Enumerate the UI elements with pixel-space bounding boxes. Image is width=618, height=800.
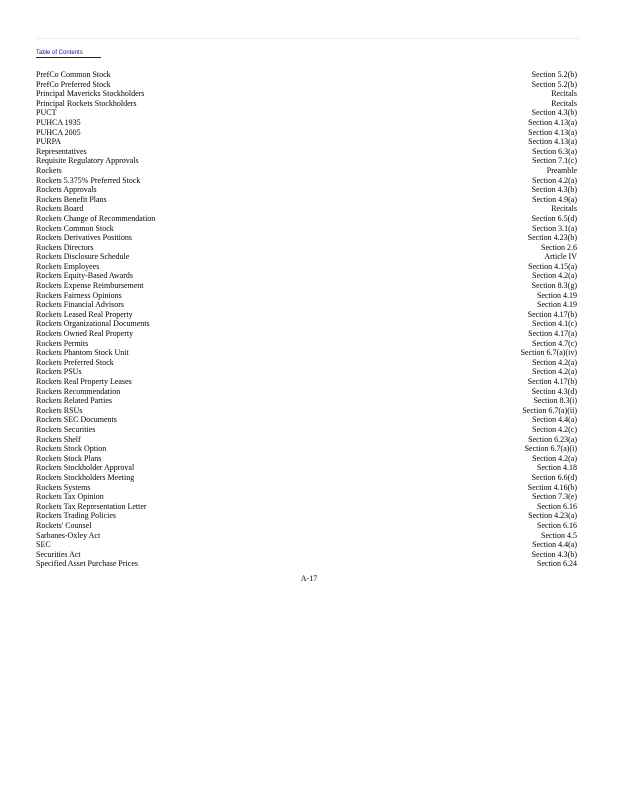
index-term: Requisite Regulatory Approvals: [36, 156, 139, 166]
index-term: Rockets Permits: [36, 338, 89, 348]
section-reference: Section 4.4(a): [532, 415, 577, 425]
index-term: Rockets Owned Real Property: [36, 329, 134, 339]
index-entry: [36, 233, 577, 243]
index-entry: [36, 367, 577, 377]
index-entry: [36, 70, 577, 80]
index-entry: [36, 377, 577, 387]
section-reference: Section 4.17(a): [528, 329, 577, 339]
index-entry: [36, 271, 577, 281]
section-reference: Section 4.13(a): [528, 137, 577, 147]
index-term: Specified Asset Purchase Prices: [36, 559, 138, 569]
index-entry: [36, 147, 577, 157]
section-reference: Section 4.3(b): [531, 108, 577, 118]
section-reference: Section 4.2(a): [532, 175, 577, 185]
section-reference: Preamble: [546, 165, 577, 175]
index-entry: [36, 550, 577, 560]
index-term: Rockets Change of Recommendation: [36, 213, 156, 223]
section-reference: Section 6.5(d): [531, 213, 577, 223]
index-entry: [36, 348, 577, 358]
index-term: Rockets Board: [36, 204, 84, 214]
index-term: Rockets Trading Policies: [36, 511, 117, 521]
index-term: Rockets Organizational Documents: [36, 319, 150, 329]
index-entry: [36, 185, 577, 195]
index-term: Rockets Shelf: [36, 434, 81, 444]
index-term: Rockets Stockholder Approval: [36, 463, 135, 473]
index-entry: [36, 118, 577, 128]
section-reference: Section 4.16(b): [527, 482, 577, 492]
index-entry: [36, 243, 577, 253]
index-term: PUCT: [36, 108, 57, 118]
index-entry: [36, 128, 577, 138]
index-term: Rockets Tax Representation Letter: [36, 501, 147, 511]
index-entry: [36, 262, 577, 272]
index-entry: [36, 492, 577, 502]
index-term: Rockets RSUs: [36, 405, 83, 415]
section-reference: Section 4.3(b): [531, 185, 577, 195]
section-reference: Section 4.9(a): [532, 194, 577, 204]
section-reference: Section 4.13(a): [528, 127, 577, 137]
index-entry: [36, 137, 577, 147]
index-term: Rockets Disclosure Schedule: [36, 252, 130, 262]
index-term: Rockets Phantom Stock Unit: [36, 348, 129, 358]
index-term: Rockets Benefit Plans: [36, 194, 107, 204]
section-reference: Section 4.2(a): [532, 367, 577, 377]
index-term: SEC: [36, 540, 51, 550]
index-term: Rockets Derivatives Positions: [36, 233, 132, 243]
section-reference: Section 7.3(e): [532, 492, 577, 502]
index-entry: [36, 224, 577, 234]
index-entry: [36, 415, 577, 425]
index-entry: [36, 559, 577, 569]
index-term: Rockets Directors: [36, 242, 94, 252]
index-term: Rockets Recommendation: [36, 386, 121, 396]
section-reference: Section 4.2(a): [532, 453, 577, 463]
index-term: Rockets PSUs: [36, 367, 82, 377]
index-entry: [36, 156, 577, 166]
index-term: Principal Mavericks Stockholders: [36, 89, 145, 99]
section-reference: Section 4.17(b): [527, 309, 577, 319]
section-reference: Section 4.3(b): [531, 549, 577, 559]
index-term: PrefCo Preferred Stock: [36, 79, 111, 89]
index-entry: [36, 521, 577, 531]
index-term: Rockets Employees: [36, 261, 100, 271]
index-entry: [36, 435, 577, 445]
index-term: Rockets Common Stock: [36, 223, 114, 233]
index-term: Rockets Preferred Stock: [36, 357, 114, 367]
top-divider: [36, 38, 580, 39]
index-term: Rockets Systems: [36, 482, 91, 492]
section-reference: Article IV: [544, 252, 577, 262]
index-entry: [36, 502, 577, 512]
index-entry: [36, 444, 577, 454]
index-term: Rockets SEC Documents: [36, 415, 117, 425]
index-entry: [36, 406, 577, 416]
section-reference: Section 4.2(c): [532, 424, 577, 434]
index-term: Rockets Equity-Based Awards: [36, 271, 134, 281]
index-entry: [36, 463, 577, 473]
section-reference: Section 6.7(a)(i): [524, 444, 577, 454]
index-entry: [36, 252, 577, 262]
index-entry: [36, 425, 577, 435]
section-reference: Section 6.24: [537, 559, 577, 569]
index-term: Representatives: [36, 146, 87, 156]
index-term: Rockets Stock Option: [36, 444, 107, 454]
index-term: Rockets Financial Advisors: [36, 300, 124, 310]
section-reference: Section 4.1(c): [532, 319, 577, 329]
section-reference: Section 4.2(a): [532, 357, 577, 367]
index-term: Rockets Tax Opinion: [36, 492, 104, 502]
section-reference: Section 4.19: [537, 300, 577, 310]
index-entry: [36, 483, 577, 493]
index-term: Rockets Expense Reimbursement: [36, 281, 144, 291]
section-reference: Section 7.1(c): [532, 156, 577, 166]
section-reference: Section 8.3(i): [533, 396, 577, 406]
index-term: Rockets Leased Real Property: [36, 309, 133, 319]
section-reference: Recitals: [551, 204, 577, 214]
index-entry: [36, 291, 577, 301]
index-entry: [36, 214, 577, 224]
section-reference: Section 4.4(a): [532, 540, 577, 550]
section-reference: Section 6.7(a)(ii): [522, 405, 577, 415]
index-entry: [36, 89, 577, 99]
section-reference: Section 5.2(b): [531, 79, 577, 89]
section-reference: Section 4.13(a): [528, 117, 577, 127]
section-reference: Section 6.7(a)(iv): [520, 348, 577, 358]
index-entry: [36, 329, 577, 339]
index-term: Rockets Real Property Leases: [36, 377, 132, 386]
index-term: Sarbanes-Oxley Act: [36, 530, 101, 540]
section-reference: Section 4.23(b): [527, 233, 577, 243]
section-reference: Section 6.16: [537, 520, 577, 530]
section-reference: Section 4.23(a): [528, 511, 577, 521]
index-term: PURPA: [36, 137, 62, 147]
section-reference: Section 4.2(a): [532, 271, 577, 281]
index-entry: [36, 204, 577, 214]
index-entry: [36, 108, 577, 118]
index-entry: [36, 511, 577, 521]
index-entry: [36, 540, 577, 550]
index-entry: [36, 339, 577, 349]
index-entry: [36, 358, 577, 368]
section-reference: Recitals: [551, 89, 577, 99]
index-entry: [36, 300, 577, 310]
index-term: Rockets Stock Plans: [36, 453, 102, 463]
index-entry: [36, 454, 577, 464]
index-term: Rockets Securities: [36, 424, 96, 434]
index-term: Rockets Related Parties: [36, 396, 112, 406]
index-term: Rockets 5.375% Preferred Stock: [36, 175, 141, 185]
index-entry: [36, 473, 577, 483]
index-entry: [36, 387, 577, 397]
index-term: Securities Act: [36, 549, 81, 559]
section-reference: Section 6.6(d): [531, 472, 577, 482]
index-term: PUHCA 2005: [36, 127, 81, 137]
page-number: A-17: [300, 574, 318, 583]
section-reference: Section 4.3(d): [531, 386, 577, 396]
index-term: Principal Rockets Stockholders: [36, 98, 137, 108]
index-term: Rockets' Counsel: [36, 520, 92, 530]
index-entry: [36, 176, 577, 186]
section-reference: Section 2.6: [541, 242, 577, 252]
index-entry: [36, 99, 577, 109]
index-term: Rockets Stockholders Meeting: [36, 472, 135, 482]
section-reference: Section 6.3(a): [532, 146, 577, 156]
index-entry: [36, 319, 577, 329]
index-term: Rockets: [36, 165, 62, 175]
section-reference: Section 4.7(c): [532, 338, 577, 348]
section-reference: Section 4.17(b): [527, 377, 577, 386]
defined-terms-index: [36, 70, 577, 569]
index-entry: [36, 281, 577, 291]
index-entry: [36, 166, 577, 176]
section-reference: Section 6.16: [537, 501, 577, 511]
index-term: Rockets Approvals: [36, 185, 97, 195]
index-term: PUHCA 1935: [36, 117, 81, 127]
index-entry: [36, 195, 577, 205]
section-reference: Section 4.19: [537, 290, 577, 300]
section-reference: Section 4.5: [541, 530, 577, 540]
section-reference: Section 5.2(b): [531, 70, 577, 79]
index-entry: [36, 531, 577, 541]
section-reference: Section 8.3(g): [531, 281, 577, 291]
section-reference: Recitals: [551, 98, 577, 108]
section-reference: Section 4.18: [537, 463, 577, 473]
index-entry: [36, 80, 577, 90]
section-reference: Section 6.23(a): [528, 434, 577, 444]
section-reference: Section 3.1(a): [532, 223, 577, 233]
index-term: Rockets Fairness Opinions: [36, 290, 122, 300]
index-term: PrefCo Common Stock: [36, 70, 111, 79]
table-of-contents-link[interactable]: Table of Contents: [36, 49, 101, 58]
index-entry: [36, 396, 577, 406]
index-entry: [36, 310, 577, 320]
section-reference: Section 4.15(a): [528, 261, 577, 271]
